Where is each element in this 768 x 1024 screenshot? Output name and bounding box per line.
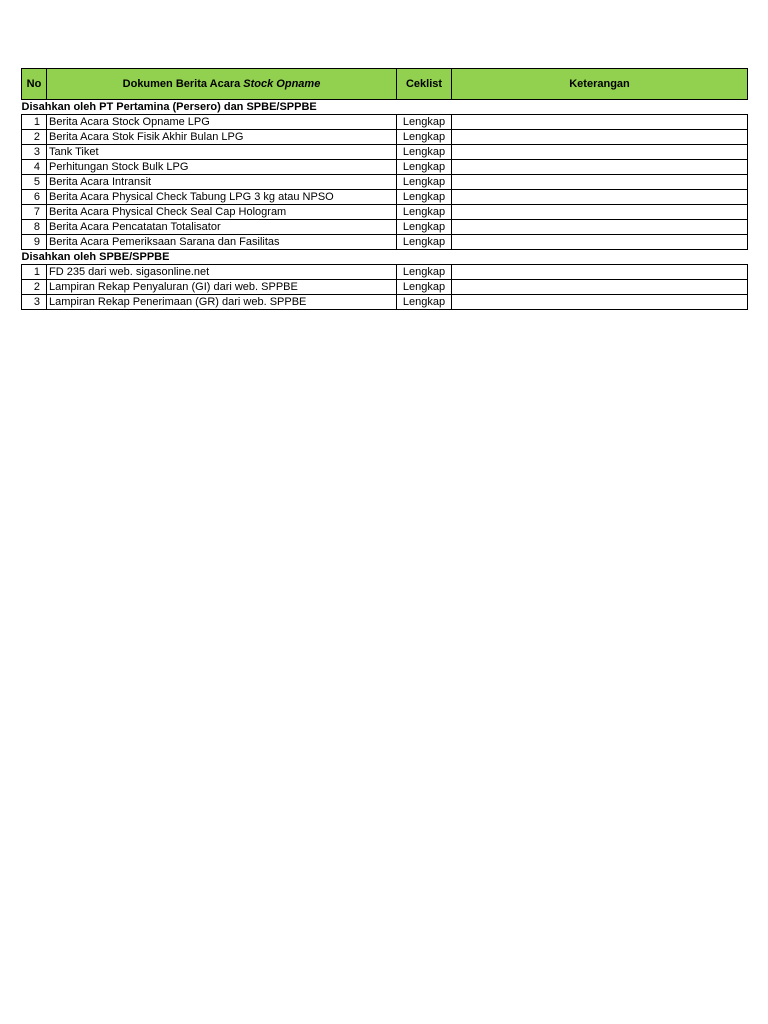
cell-dokumen[interactable]: Berita Acara Physical Check Tabung LPG 3 kg atau NPSO: [47, 190, 397, 205]
section-title[interactable]: Disahkan oleh SPBE/SPPBE: [22, 250, 748, 265]
cell-dokumen[interactable]: Berita Acara Pemeriksaan Sarana dan Fasilitas: [47, 235, 397, 250]
table-row: [22, 235, 748, 250]
cell-keterangan[interactable]: [452, 160, 748, 175]
cell-keterangan[interactable]: [452, 295, 748, 310]
table-header-row: [22, 69, 748, 100]
table-row: [22, 115, 748, 130]
cell-keterangan[interactable]: [452, 235, 748, 250]
header-keterangan[interactable]: Keterangan: [452, 69, 748, 100]
cell-dokumen[interactable]: Berita Acara Pencatatan Totalisator: [47, 220, 397, 235]
section-row: [22, 250, 748, 265]
cell-dokumen[interactable]: Lampiran Rekap Penyaluran (GI) dari web. SPPBE: [47, 280, 397, 295]
cell-ceklist[interactable]: Lengkap: [397, 175, 452, 190]
cell-dokumen[interactable]: Berita Acara Stok Fisik Akhir Bulan LPG: [47, 130, 397, 145]
cell-dokumen[interactable]: Berita Acara Stock Opname LPG: [47, 115, 397, 130]
cell-keterangan[interactable]: [452, 115, 748, 130]
header-dokumen-prefix: Dokumen Berita Acara: [122, 78, 244, 90]
table-row: [22, 175, 748, 190]
spreadsheet-page: [21, 68, 747, 310]
cell-ceklist[interactable]: Lengkap: [397, 115, 452, 130]
cell-dokumen[interactable]: Lampiran Rekap Penerimaan (GR) dari web. SPPBE: [47, 295, 397, 310]
cell-keterangan[interactable]: [452, 280, 748, 295]
cell-ceklist[interactable]: Lengkap: [397, 220, 452, 235]
header-ceklist[interactable]: Ceklist: [397, 69, 452, 100]
cell-ceklist[interactable]: Lengkap: [397, 265, 452, 280]
cell-dokumen[interactable]: Berita Acara Intransit: [47, 175, 397, 190]
table-row: [22, 280, 748, 295]
table-row: [22, 265, 748, 280]
header-no[interactable]: No: [22, 69, 47, 100]
table-row: [22, 220, 748, 235]
cell-no[interactable]: 7: [22, 205, 47, 220]
table-row: [22, 160, 748, 175]
section-title[interactable]: Disahkan oleh PT Pertamina (Persero) dan SPBE/SPPBE: [22, 100, 748, 115]
cell-keterangan[interactable]: [452, 265, 748, 280]
cell-ceklist[interactable]: Lengkap: [397, 280, 452, 295]
cell-keterangan[interactable]: [452, 205, 748, 220]
cell-no[interactable]: 1: [22, 265, 47, 280]
cell-keterangan[interactable]: [452, 130, 748, 145]
table-row: [22, 190, 748, 205]
cell-ceklist[interactable]: Lengkap: [397, 235, 452, 250]
cell-dokumen[interactable]: FD 235 dari web. sigasonline.net: [47, 265, 397, 280]
cell-no[interactable]: 2: [22, 280, 47, 295]
table-row: [22, 295, 748, 310]
cell-no[interactable]: 5: [22, 175, 47, 190]
cell-no[interactable]: 9: [22, 235, 47, 250]
cell-keterangan[interactable]: [452, 220, 748, 235]
cell-ceklist[interactable]: Lengkap: [397, 205, 452, 220]
cell-ceklist[interactable]: Lengkap: [397, 190, 452, 205]
table-row: [22, 145, 748, 160]
cell-dokumen[interactable]: Berita Acara Physical Check Seal Cap Hologram: [47, 205, 397, 220]
cell-no[interactable]: 1: [22, 115, 47, 130]
cell-ceklist[interactable]: Lengkap: [397, 130, 452, 145]
cell-dokumen[interactable]: Tank Tiket: [47, 145, 397, 160]
cell-keterangan[interactable]: [452, 190, 748, 205]
cell-no[interactable]: 3: [22, 145, 47, 160]
cell-no[interactable]: 4: [22, 160, 47, 175]
cell-no[interactable]: 8: [22, 220, 47, 235]
cell-ceklist[interactable]: Lengkap: [397, 295, 452, 310]
cell-keterangan[interactable]: [452, 175, 748, 190]
cell-no[interactable]: 6: [22, 190, 47, 205]
header-dokumen-italic: Stock Opname: [243, 78, 321, 90]
section-row: [22, 100, 748, 115]
table-row: [22, 130, 748, 145]
table-body: [22, 100, 748, 310]
header-dokumen[interactable]: [47, 69, 397, 100]
cell-dokumen[interactable]: Perhitungan Stock Bulk LPG: [47, 160, 397, 175]
stock-opname-checklist-table: [21, 68, 748, 310]
cell-keterangan[interactable]: [452, 145, 748, 160]
cell-ceklist[interactable]: Lengkap: [397, 160, 452, 175]
cell-no[interactable]: 3: [22, 295, 47, 310]
cell-no[interactable]: 2: [22, 130, 47, 145]
table-row: [22, 205, 748, 220]
cell-ceklist[interactable]: Lengkap: [397, 145, 452, 160]
